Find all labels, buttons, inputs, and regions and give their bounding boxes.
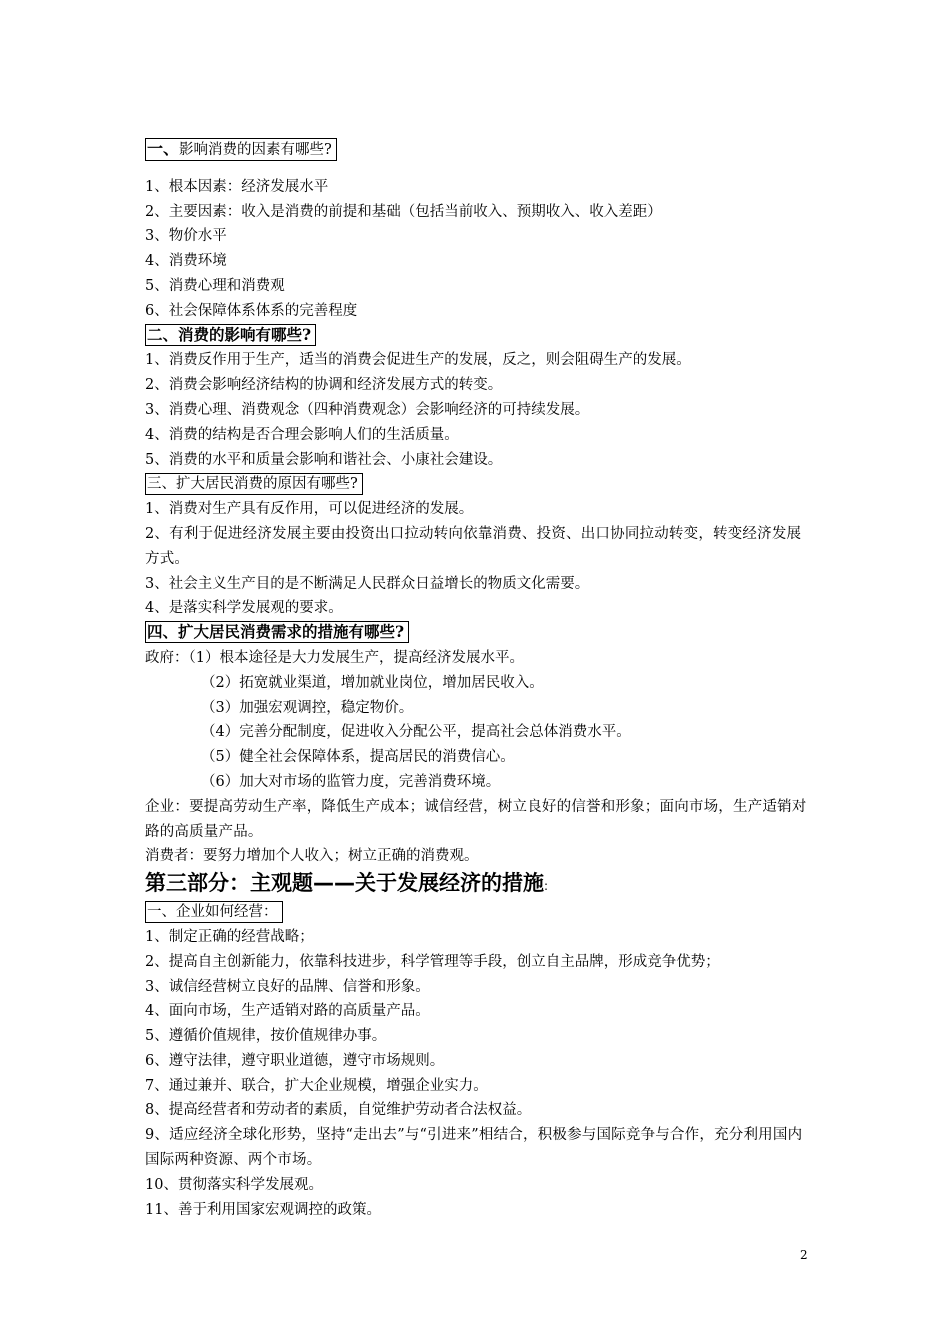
subsection1-list bbox=[145, 925, 815, 1223]
list-item: （6）加大对市场的监管力度，完善消费环境。 bbox=[201, 773, 501, 790]
section2-heading: 二、消费的影响有哪些? bbox=[145, 324, 316, 346]
section1-heading-text: 影响消费的因素有哪些? bbox=[179, 142, 332, 158]
list-item: 3、诚信经营树立良好的品牌、信誉和形象。 bbox=[145, 978, 430, 995]
list-item: 4、是落实科学发展观的要求。 bbox=[145, 600, 343, 617]
list-item: 1、根本因素：经济发展水平 bbox=[145, 178, 329, 195]
list-item: （2）拓宽就业渠道，增加就业岗位，增加居民收入。 bbox=[201, 674, 544, 691]
section1-heading-row bbox=[145, 138, 815, 163]
section2-list bbox=[145, 348, 815, 472]
list-item: 11、善于利用国家宏观调控的政策。 bbox=[145, 1201, 381, 1218]
part3-title bbox=[145, 869, 815, 900]
section2-heading-row bbox=[145, 324, 815, 349]
list-item: 2、有利于促进经济发展主要由投资出口拉动转向依靠消费、投资、出口协同拉动转变，转变经济发展方式。 bbox=[145, 525, 802, 567]
section3-list bbox=[145, 497, 815, 621]
list-item: 4、消费环境 bbox=[145, 253, 227, 270]
list-item: 3、物价水平 bbox=[145, 228, 227, 245]
list-item: （5）健全社会保障体系，提高居民的消费信心。 bbox=[201, 749, 515, 766]
list-item: 2、提高自主创新能力，依靠科技进步，科学管理等手段，创立自主品牌，形成竞争优势； bbox=[145, 953, 720, 970]
list-item: 6、遵守法律，遵守职业道德，遵守市场规则。 bbox=[145, 1052, 445, 1069]
list-item: 1、消费反作用于生产，适当的消费会促进生产的发展，反之，则会阻碍生产的发展。 bbox=[145, 352, 691, 369]
list-item: 8、提高经营者和劳动者的素质，自觉维护劳动者合法权益。 bbox=[145, 1102, 532, 1119]
page-number: 2 bbox=[800, 1248, 808, 1262]
part3-title-colon: : bbox=[544, 879, 549, 894]
section1-heading-number: 一、 bbox=[147, 139, 180, 158]
section3-heading: 三、扩大居民消费的原因有哪些? bbox=[145, 473, 363, 495]
page-content bbox=[145, 138, 815, 1222]
spacer bbox=[145, 163, 815, 175]
list-item: 9、适应经济全球化形势，坚持“走出去”与“引进来”相结合，积极参与国际竞争与合作，充分利用国内国际两种资源、两个市场。 bbox=[145, 1127, 803, 1169]
list-item: 6、社会保障体系体系的完善程度 bbox=[145, 302, 358, 319]
government-label: 政府： bbox=[145, 649, 189, 666]
list-item: 1、制定正确的经营战略； bbox=[145, 928, 314, 945]
part3-title-text: 第三部分：主观题——关于发展经济的措施 bbox=[145, 871, 544, 896]
list-item: 4、面向市场，生产适销对路的高质量产品。 bbox=[145, 1003, 430, 1020]
list-item: 5、遵循价值规律，按价值规律办事。 bbox=[145, 1028, 387, 1045]
section4-heading: 四、扩大居民消费需求的措施有哪些? bbox=[145, 621, 409, 643]
list-item: 5、消费心理和消费观 bbox=[145, 277, 285, 294]
subsection1-heading: 一、企业如何经营： bbox=[145, 901, 283, 923]
list-item: 2、主要因素：收入是消费的前提和基础（包括当前收入、预期收入、收入差距） bbox=[145, 203, 662, 220]
list-item: 3、消费心理、消费观念（四种消费观念）会影响经济的可持续发展。 bbox=[145, 401, 590, 418]
list-item: 10、贯彻落实科学发展观。 bbox=[145, 1176, 323, 1193]
consumer-measures: 消费者：要努力增加个人收入；树立正确的消费观。 bbox=[145, 848, 479, 865]
government-measures bbox=[145, 646, 815, 795]
government-item-first bbox=[145, 646, 815, 671]
government-item-text: （1）根本途径是大力发展生产，提高经济发展水平。 bbox=[188, 649, 524, 666]
list-item: （3）加强宏观调控，稳定物价。 bbox=[201, 699, 414, 716]
section1-heading bbox=[145, 138, 337, 161]
list-item: 7、通过兼并、联合，扩大企业规模，增强企业实力。 bbox=[145, 1077, 488, 1094]
list-item: 4、消费的结构是否合理会影响人们的生活质量。 bbox=[145, 426, 459, 443]
section1-list bbox=[145, 175, 815, 324]
enterprise-measures: 企业：要提高劳动生产率，降低生产成本；诚信经营，树立良好的信誉和形象；面向市场，生产适销对路的高质量产品。 bbox=[145, 798, 807, 840]
list-item: 5、消费的水平和质量会影响和谐社会、小康社会建设。 bbox=[145, 451, 503, 468]
list-item: 3、社会主义生产目的是不断满足人民群众日益增长的物质文化需要。 bbox=[145, 575, 590, 592]
list-item: 2、消费会影响经济结构的协调和经济发展方式的转变。 bbox=[145, 377, 503, 394]
subsection1-heading-row bbox=[145, 900, 815, 925]
list-item: （4）完善分配制度，促进收入分配公平，提高社会总体消费水平。 bbox=[201, 724, 631, 741]
section3-heading-row bbox=[145, 472, 815, 497]
section4-heading-row bbox=[145, 621, 815, 646]
list-item: 1、消费对生产具有反作用，可以促进经济的发展。 bbox=[145, 501, 474, 518]
